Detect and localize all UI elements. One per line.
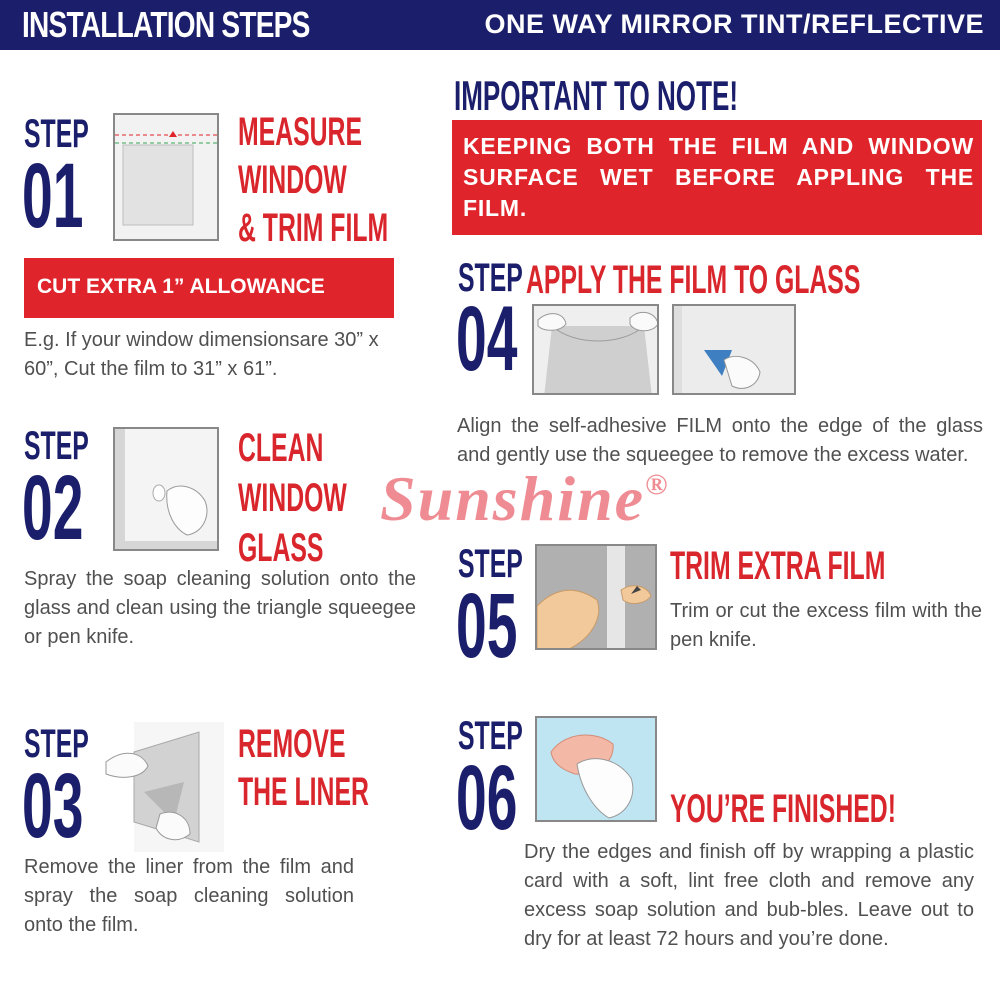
- step-description: Remove the liner from the film and spray the soap cleaning solution onto the film.: [24, 856, 354, 936]
- apply-film-photo-2: [672, 304, 796, 395]
- step-title-line: WINDOW: [238, 158, 347, 202]
- measure-window-photo: [113, 113, 219, 241]
- step-title-line: REMOVE: [238, 722, 346, 766]
- header-right-title: ONE WAY MIRROR TINT/REFLECTIVE: [484, 9, 984, 39]
- trim-film-photo: [535, 544, 657, 650]
- step-description: E.g. If your window dimensionsare 30” x 60”, Cut the film to 31” x 61”.: [24, 329, 379, 380]
- step-number: 05: [456, 575, 518, 677]
- step-title-line: GLASS: [238, 526, 324, 570]
- step-description: Spray the soap cleaning solution onto the glass and clean using the triangle squeegee or pen knife.: [24, 568, 416, 648]
- allowance-callout: CUT EXTRA 1” ALLOWANCE: [24, 258, 394, 318]
- step-title: YOU’RE FINISHED!: [670, 787, 896, 831]
- sunshine-watermark: [380, 462, 669, 536]
- step-title-line: CLEAN: [238, 426, 324, 470]
- clean-window-photo: [113, 427, 219, 551]
- step-label: STEP: [458, 542, 523, 586]
- step-description: Trim or cut the excess film with the pen knife.: [670, 600, 982, 651]
- header-banner: [0, 0, 1000, 50]
- note-callout: KEEPING BOTH THE FILM AND WINDOW SURFACE WET BEFORE APPLING THE FILM.: [452, 120, 982, 235]
- step-label: STEP: [24, 722, 89, 766]
- step-number: 04: [456, 288, 518, 390]
- step-label: STEP: [24, 112, 89, 156]
- step-label: STEP: [458, 256, 523, 300]
- step-title-line: & TRIM FILM: [238, 206, 389, 250]
- step-title-line: THE LINER: [238, 770, 369, 814]
- step-number: 01: [22, 145, 84, 247]
- note-title: IMPORTANT TO NOTE!: [454, 72, 739, 119]
- finished-photo: [535, 716, 657, 822]
- registered-mark: ®: [645, 468, 670, 501]
- step-description: Align the self-adhesive FILM onto the edge of the glass and gently use the squeegee to remove the excess water.: [457, 415, 983, 466]
- remove-liner-photo: [104, 722, 224, 852]
- step-title-line: WINDOW: [238, 476, 347, 520]
- step-label: STEP: [24, 424, 89, 468]
- step-number: 03: [22, 755, 84, 857]
- step-description: Dry the edges and finish off by wrapping a plastic card with a soft, lint free cloth and remove any excess soap solution and bub-bles. Leave out to dry for at least 72 hours and you’re done.: [524, 841, 974, 950]
- watermark-text: Sunshine: [380, 463, 646, 534]
- header-left-title: INSTALLATION STEPS: [22, 4, 310, 45]
- apply-film-photo-1: [532, 304, 659, 395]
- step-label: STEP: [458, 714, 523, 758]
- step-title: TRIM EXTRA FILM: [670, 544, 886, 588]
- step-number: 02: [22, 457, 84, 559]
- step-number: 06: [456, 747, 518, 849]
- step-title-line: MEASURE: [238, 110, 363, 154]
- step-title: APPLY THE FILM TO GLASS: [526, 258, 861, 302]
